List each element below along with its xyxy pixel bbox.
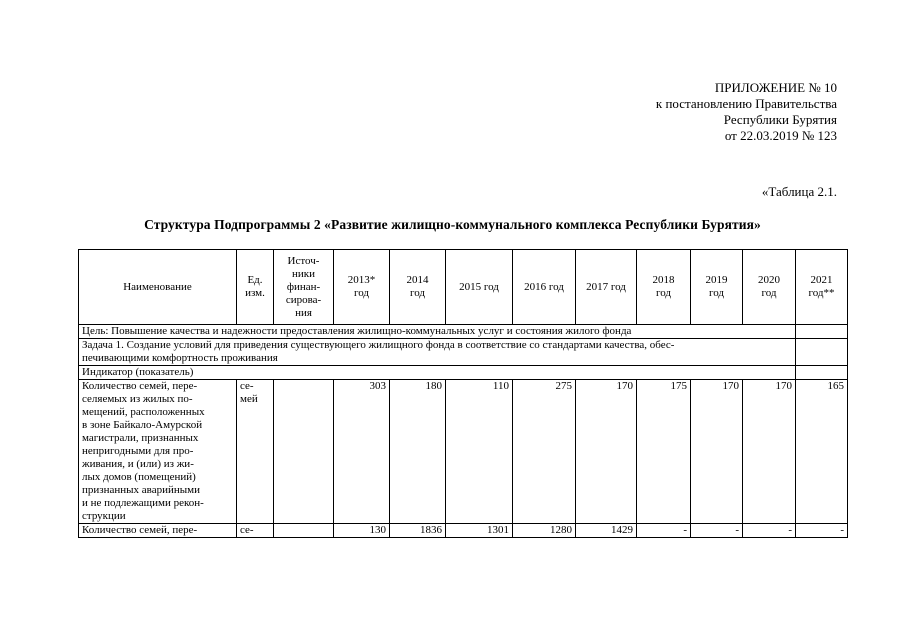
indicator-row — [79, 366, 848, 380]
header-row — [79, 250, 848, 325]
row1-value-2021: 165 — [796, 380, 848, 524]
header-2018: 2018 год — [637, 250, 691, 325]
goal-row — [79, 325, 848, 339]
row2-value-2020: - — [743, 524, 796, 538]
header-2015: 2015 год — [446, 250, 513, 325]
header-2019: 2019 год — [691, 250, 743, 325]
header-2017: 2017 год — [576, 250, 637, 325]
header-source: Источ- ники финан- сирова- ния — [274, 250, 334, 325]
indicator-text: Индикатор (показатель) — [79, 366, 796, 380]
row2-value-2013: 130 — [334, 524, 390, 538]
row1-value-2020: 170 — [743, 380, 796, 524]
row2-value-2021: - — [796, 524, 848, 538]
row1-value-2018: 175 — [637, 380, 691, 524]
row2-name: Количество семей, пере- — [79, 524, 237, 538]
header-2014: 2014 год — [390, 250, 446, 325]
row1-value-2016: 275 — [513, 380, 576, 524]
row1-source — [274, 380, 334, 524]
header-2016: 2016 год — [513, 250, 576, 325]
row1-value-2015: 110 — [446, 380, 513, 524]
row1-value-2013: 303 — [334, 380, 390, 524]
appendix-date: от 22.03.2019 № 123 — [724, 128, 837, 143]
header-name: Наименование — [79, 250, 237, 325]
row2-value-2017: 1429 — [576, 524, 637, 538]
document-title: Структура Подпрограммы 2 «Развитие жилищно-коммунального комплекса Республики Бурятия» — [144, 217, 761, 232]
row1-value-2014: 180 — [390, 380, 446, 524]
goal-text: Цель: Повышение качества и надежности предоставления жилищно-коммунальных услуг и состояния жилого фонда — [79, 325, 796, 339]
appendix-republic: Республики Бурятия — [723, 112, 837, 127]
task-row — [79, 339, 848, 366]
indicator-empty-cell — [796, 366, 848, 380]
row1-value-2019: 170 — [691, 380, 743, 524]
row2-value-2018: - — [637, 524, 691, 538]
header-2013: 2013* год — [334, 250, 390, 325]
header-2021: 2021 год** — [796, 250, 848, 325]
row2-value-2016: 1280 — [513, 524, 576, 538]
table-row — [79, 380, 848, 524]
row2-source — [274, 524, 334, 538]
header-2020: 2020 год — [743, 250, 796, 325]
appendix-ref: к постановлению Правительства — [655, 96, 837, 111]
appendix-title: ПРИЛОЖЕНИЕ № 10 — [714, 80, 837, 95]
row1-value-2017: 170 — [576, 380, 637, 524]
appendix-header — [656, 80, 837, 144]
row2-value-2014: 1836 — [390, 524, 446, 538]
goal-empty-cell — [796, 325, 848, 339]
row1-name: Количество семей, пере- селяемых из жилых по- мещений, расположенных в зоне Байкало-Амурской магистрали, признанных непригодными для про- живания, и (или) из жи- лых домов (помещений) признанных аварийными и не подлежащими рекон- струкции — [79, 380, 237, 524]
subprogram-table — [78, 249, 848, 538]
row1-unit: се- мей — [237, 380, 274, 524]
task-text: Задача 1. Создание условий для приведения существующего жилищного фонда в соответствие со стандартами качества, обес- печивающими комфортность проживания — [79, 339, 796, 366]
task-empty-cell — [796, 339, 848, 366]
row2-value-2015: 1301 — [446, 524, 513, 538]
header-unit: Ед. изм. — [237, 250, 274, 325]
row2-value-2019: - — [691, 524, 743, 538]
table-row — [79, 524, 848, 538]
table-label: «Таблица 2.1. — [761, 184, 837, 199]
row2-unit: се- — [237, 524, 274, 538]
